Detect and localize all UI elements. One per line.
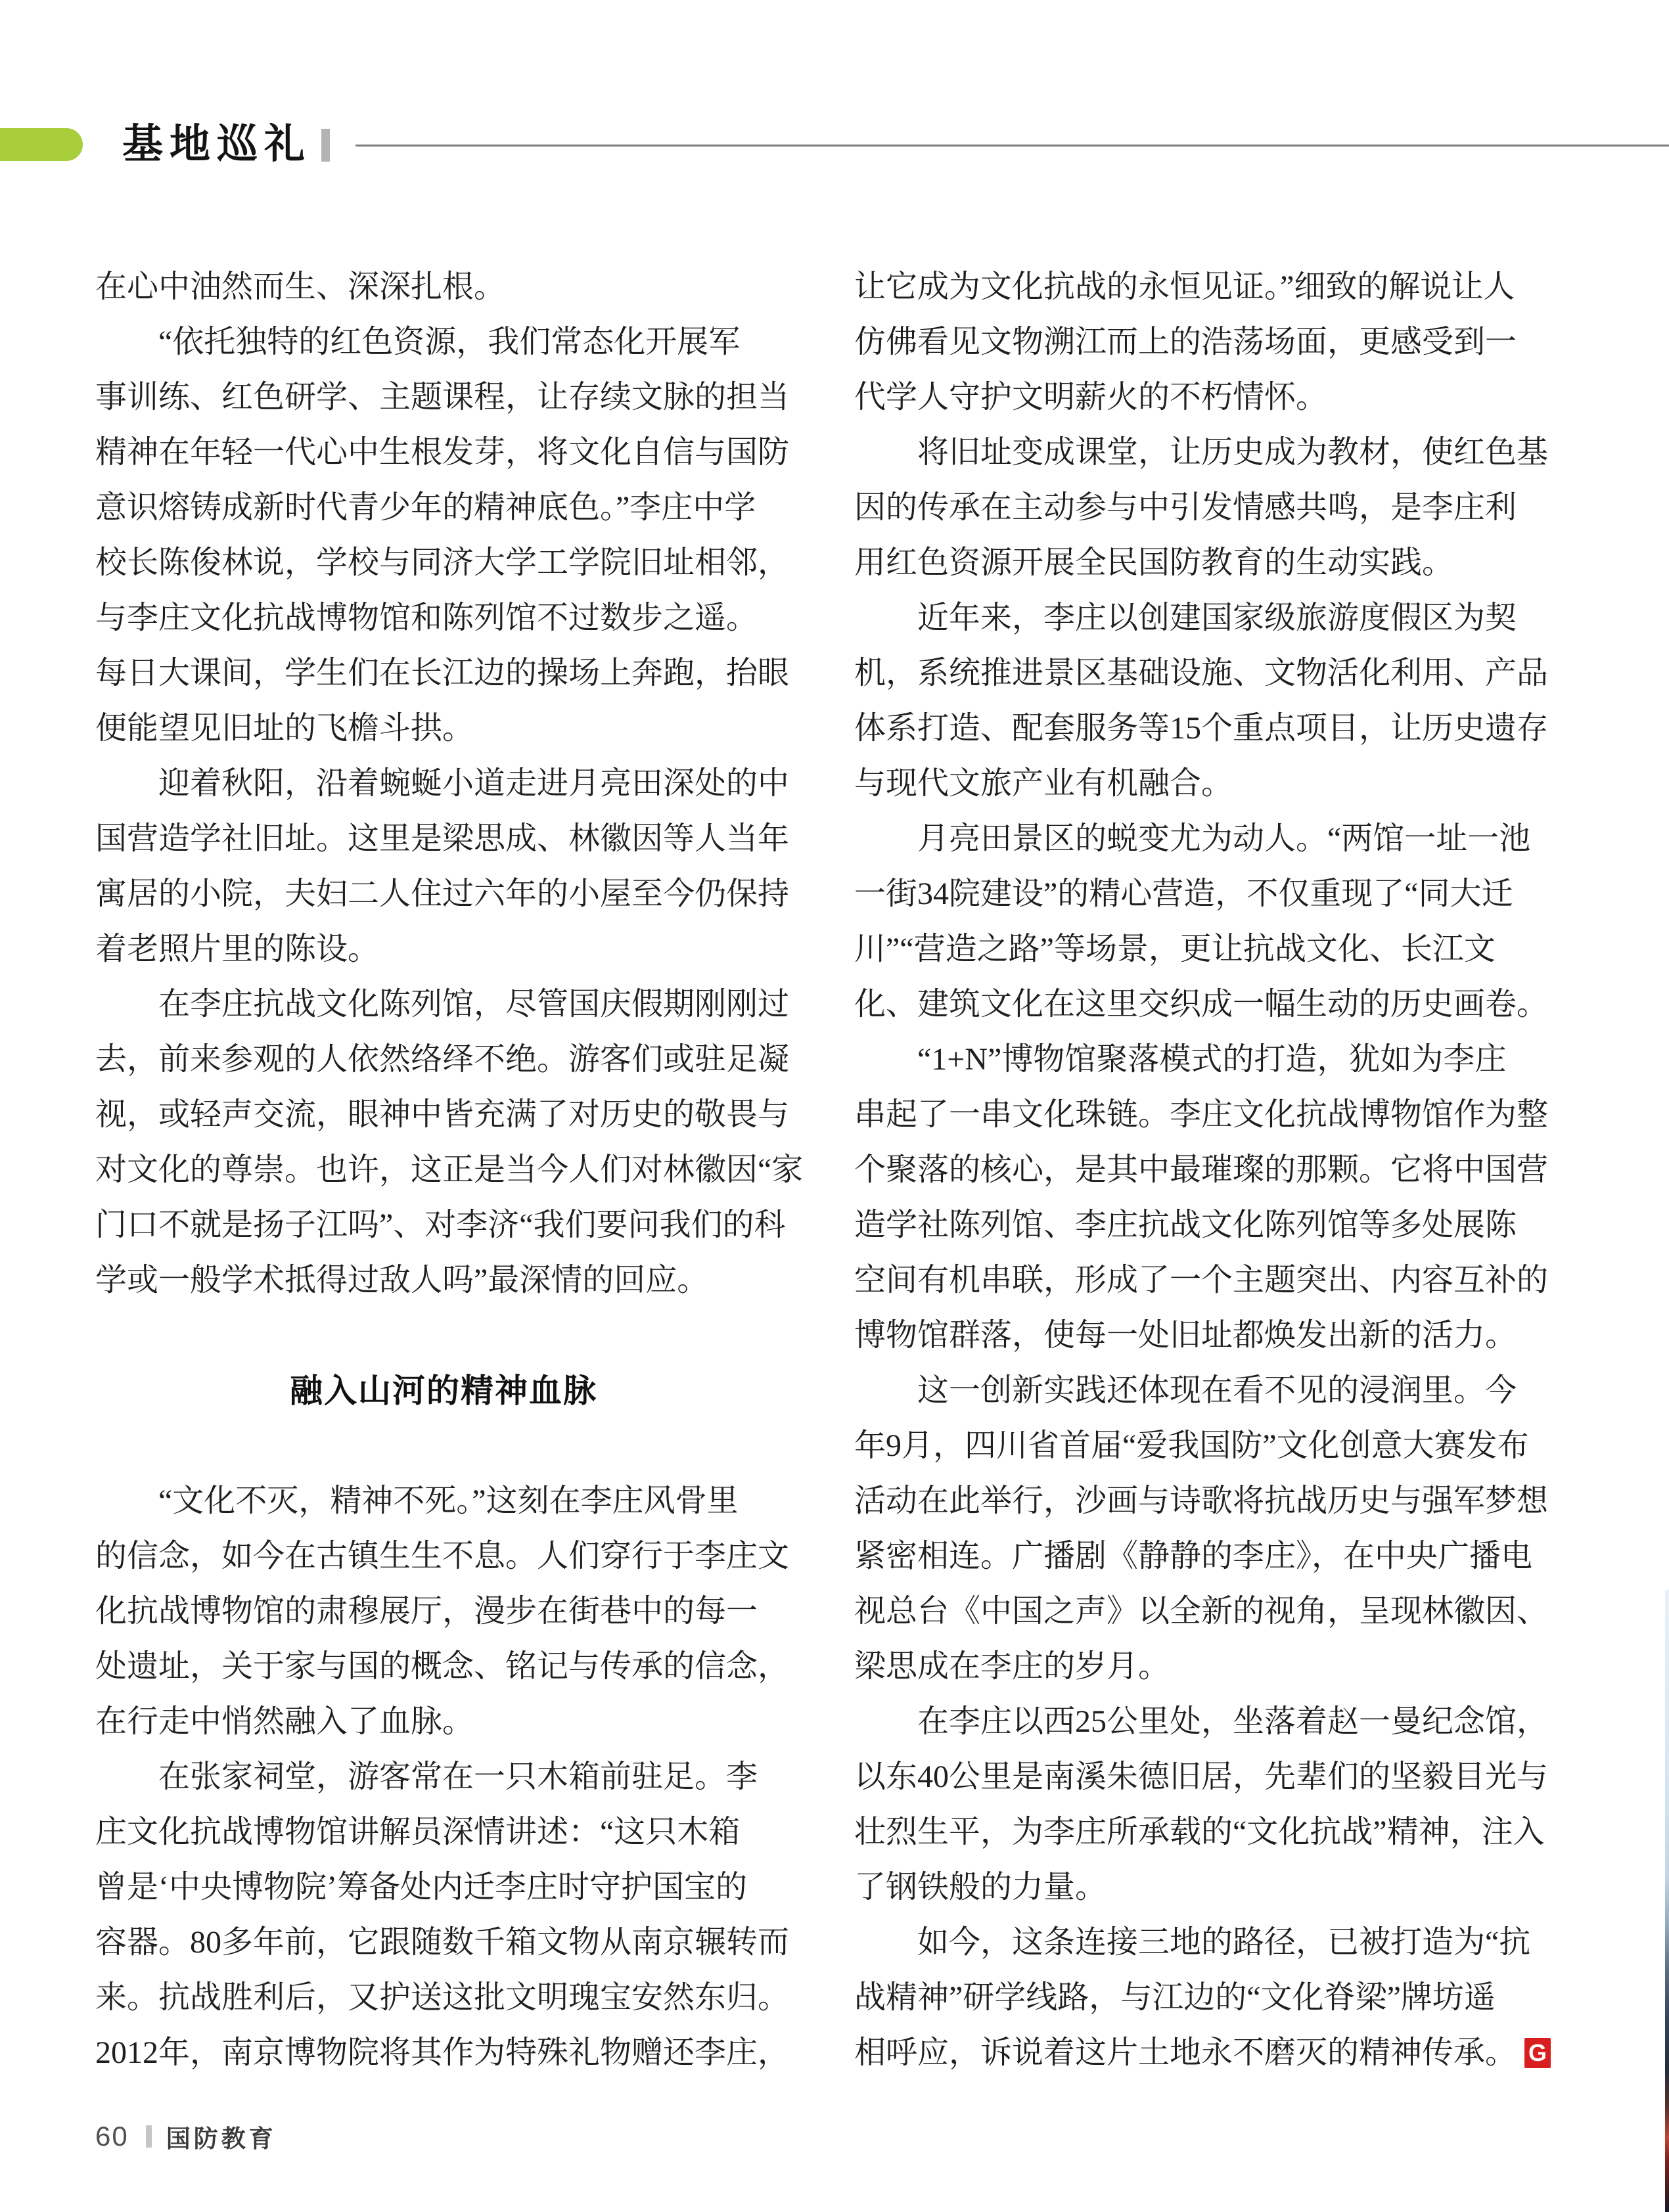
text-line: 的信念，如今在古镇生生不息。人们穿行于李庄文 [95,1539,790,1573]
header-rule [355,145,1669,147]
text-line: “依托独特的红色资源，我们常态化开展军 [158,325,741,359]
text-line: 代学人守护文明薪火的不朽情怀。 [854,380,1328,415]
section-title: 基地巡礼 [122,122,312,167]
text-line: “1+N”博物馆聚落模式的打造，犹如为李庄 [917,1042,1507,1077]
text-line: 容器。80多年前，它跟随数千箱文物从南京辗转而 [95,1925,790,1960]
text-line: 因的传承在主动参与中引发情感共鸣，是李庄利 [854,490,1517,525]
page-footer [95,2122,277,2151]
text-line: 化、建筑文化在这里交织成一幅生动的历史画卷。 [854,987,1549,1022]
text-line: 精神在年轻一代心中生根发芽，将文化自信与国防 [95,435,790,470]
text-line: 相呼应，诉说着这片土地永不磨灭的精神传承。 G [854,2025,1551,2081]
text-line: 体系打造、配套服务等15个重点项目，让历史遗存 [854,711,1549,746]
text-line: 造学社陈列馆、李庄抗战文化陈列馆等多处展陈 [854,1208,1517,1242]
article-end-mark-icon: G [1524,2038,1551,2068]
text-line: 在李庄抗战文化陈列馆，尽管国庆假期刚刚过 [158,987,790,1022]
text-line: 将旧址变成课堂，让历史成为教材，使红色基 [917,435,1549,470]
text-line: 来。抗战胜利后，又护送这批文明瑰宝安然东归。 [95,1980,790,2015]
section-tab-pill [0,128,83,161]
text-line: 让它成为文化抗战的永恒见证。”细致的解说让人 [854,269,1515,304]
text-line: 梁思成在李庄的岁月。 [854,1649,1170,1684]
text-line: 空间有机串联，形成了一个主题突出、内容互补的 [854,1263,1549,1298]
text-line: 化抗战博物馆的肃穆展厅，漫步在街巷中的每一 [95,1594,758,1629]
magazine-title: 国防教育 [166,2125,277,2152]
text-line: 国营造学社旧址。这里是梁思成、林徽因等人当年 [95,821,790,856]
text-line: 月亮田景区的蜕变尤为动人。“两馆一址一池 [917,821,1531,856]
header-tick [321,129,330,162]
text-line: 在李庄以西25公里处，坐落着赵一曼纪念馆， [917,1704,1549,1739]
text-line: 近年来，李庄以创建国家级旅游度假区为契 [917,600,1517,635]
page-number: 60 [95,2121,129,2152]
text-line: 视，或轻声交流，眼神中皆充满了对历史的敬畏与 [95,1097,790,1132]
article-column-right [854,260,1551,2081]
text-line: 这一创新实践还体现在看不见的浸润里。今 [917,1373,1517,1408]
text-line: 在张家祠堂，游客常在一只木箱前驻足。李 [158,1759,758,1794]
text-line: 寓居的小院，夫妇二人住过六年的小屋至今仍保持 [95,876,790,911]
text-line: 如今，这条连接三地的路径，已被打造为“抗 [917,1925,1531,1960]
text-line: 事训练、红色研学、主题课程，让存续文脉的担当 [95,380,790,415]
text-line: 对文化的尊崇。也许，这正是当今人们对林徽因“家 [95,1152,804,1187]
text-line: 一街34院建设”的精心营造，不仅重现了“同大迁 [854,876,1513,911]
footer-divider [146,2125,152,2148]
text-line: 着老照片里的陈设。 [95,932,380,966]
text-line: “文化不灭，精神不死。”这刻在李庄风骨里 [158,1483,739,1518]
text-line: 与现代文旅产业有机融合。 [854,766,1233,801]
text-line: 处遗址，关于家与国的概念、铭记与传承的信念， [95,1649,790,1684]
text-line: 曾是‘中央博物院’筹备处内迁李庄时守护国宝的 [95,1870,747,1905]
page-edge-bleed [1665,1590,1669,2212]
text-line: 与李庄文化抗战博物馆和陈列馆不过数步之遥。 [95,600,758,635]
text-line: 在行走中悄然融入了血脉。 [95,1704,474,1739]
text-line: 川”“营造之路”等场景，更让抗战文化、长江文 [854,932,1496,966]
text-line: 仿佛看见文物溯江而上的浩荡场面，更感受到一 [854,325,1517,359]
text-line: 用红色资源开展全民国防教育的生动实践。 [854,545,1454,580]
text-line: 视总台《中国之声》以全新的视角，呈现林徽因、 [854,1594,1549,1629]
text-line: 2012年，南京博物院将其作为特殊礼物赠还李庄， [95,2035,790,2070]
text-line: 校长陈俊林说，学校与同济大学工学院旧址相邻， [95,545,790,580]
subheading: 融入山河的精神血脉 [290,1372,597,1409]
text-line: 去，前来参观的人依然络绎不绝。游客们或驻足凝 [95,1042,790,1077]
text-line: 意识熔铸成新时代青少年的精神底色。”李庄中学 [95,490,756,525]
text-line: 串起了一串文化珠链。李庄文化抗战博物馆作为整 [854,1097,1549,1132]
text-line: 庄文化抗战博物馆讲解员深情讲述：“这只木箱 [95,1815,741,1849]
text-line: 博物馆群落，使每一处旧址都焕发出新的活力。 [854,1318,1517,1353]
text-line: 便能望见旧址的飞檐斗拱。 [95,711,474,746]
text-line: 在心中油然而生、深深扎根。 [95,269,506,304]
text-line: 迎着秋阳，沿着蜿蜒小道走进月亮田深处的中 [158,766,790,801]
text-line: 年9月，四川省首届“爱我国防”文化创意大赛发布 [854,1428,1529,1463]
article-column-left [95,260,804,2081]
text-line: 战精神”研学线路，与江边的“文化脊梁”牌坊遥 [854,1980,1496,2015]
text-line: 活动在此举行，沙画与诗歌将抗战历史与强军梦想 [854,1483,1549,1518]
text-line: 门口不就是扬子江吗”、对李济“我们要问我们的科 [95,1208,786,1242]
text-line: 每日大课间，学生们在长江边的操场上奔跑，抬眼 [95,656,790,690]
text-line: 紧密相连。广播剧《静静的李庄》，在中央广播电 [854,1539,1533,1573]
text-line: 学或一般学术抵得过敌人吗”最深情的回应。 [95,1263,709,1298]
text-line: 以东40公里是南溪朱德旧居，先辈们的坚毅目光与 [854,1759,1549,1794]
text-line: 壮烈生平，为李庄所承载的“文化抗战”精神，注入 [854,1815,1545,1849]
text-line: 机，系统推进景区基础设施、文物活化利用、产品 [854,656,1549,690]
text-line: 个聚落的核心，是其中最璀璨的那颗。它将中国营 [854,1152,1549,1187]
text-line: 了钢铁般的力量。 [854,1870,1107,1905]
